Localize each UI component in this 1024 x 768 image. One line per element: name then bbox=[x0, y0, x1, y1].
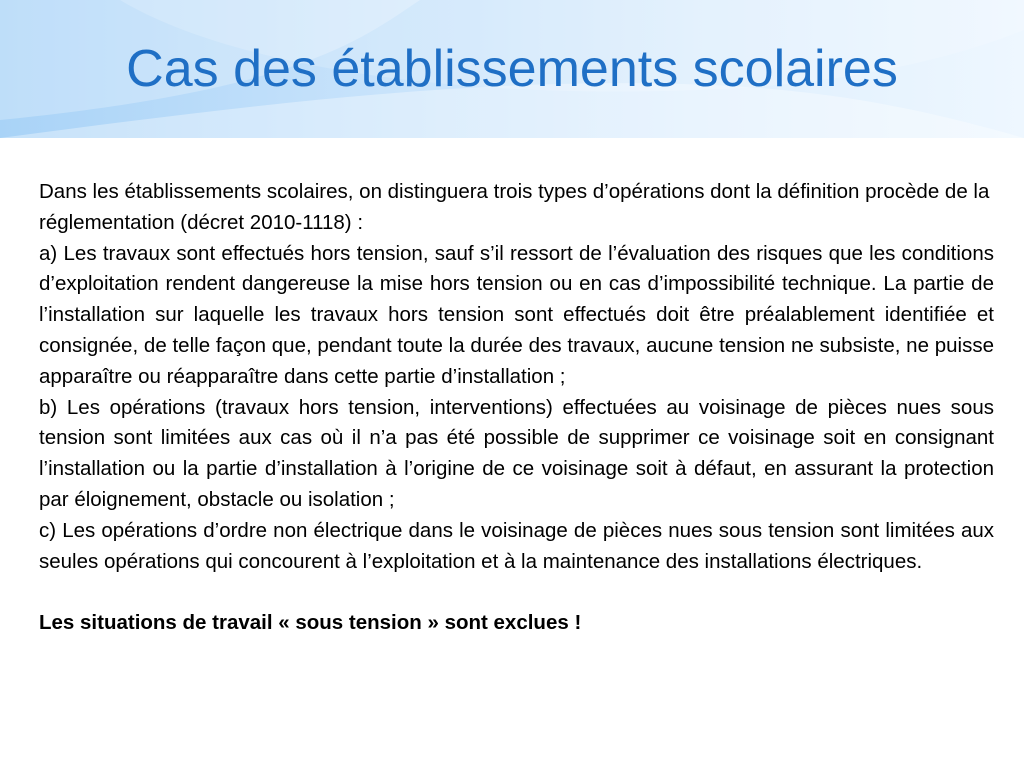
page-title: Cas des établissements scolaires bbox=[126, 40, 898, 98]
paragraph-spacer bbox=[39, 577, 994, 608]
list-item: b) Les opérations (travaux hors tension, interventions) effectuées au voisinage de pièces nues sous tension sont limitées aux cas où il n’a pas été possible de supprimer ce voisinage soit en consignant l’installation ou la partie d’installation à l’origine de ce voisinage soit à défaut, en assurant la protection par éloignement, obstacle ou isolation ; bbox=[39, 395, 994, 511]
list-item: c) Les opérations d’ordre non électrique dans le voisinage de pièces nues sous tension sont limitées aux seules opérations qui concourent à l’exploitation et à la maintenance des installations électriques. bbox=[39, 518, 994, 573]
intro-paragraph: Dans les établissements scolaires, on distinguera trois types d’opérations dont la définition procède de la réglementation (décret 2010-1118) : bbox=[39, 180, 990, 234]
slide-header bbox=[0, 0, 1024, 138]
list-item: a) Les travaux sont effectués hors tension, sauf s’il ressort de l’évaluation des risques que les conditions d’exploitation rendent dangereuse la mise hors tension ou en cas d’impossibilité technique. La partie de l’installation sur laquelle les travaux hors tension sont effectués doit être préalablement identifiée et consignée, de telle façon que, pendant toute la durée des travaux, aucune tension ne subsiste, ne puisse apparaître ou réapparaître dans cette partie d’installation ; bbox=[39, 241, 994, 388]
slide-body bbox=[39, 177, 994, 639]
conclusion-text: Les situations de travail « sous tension » sont exclues ! bbox=[39, 611, 582, 635]
